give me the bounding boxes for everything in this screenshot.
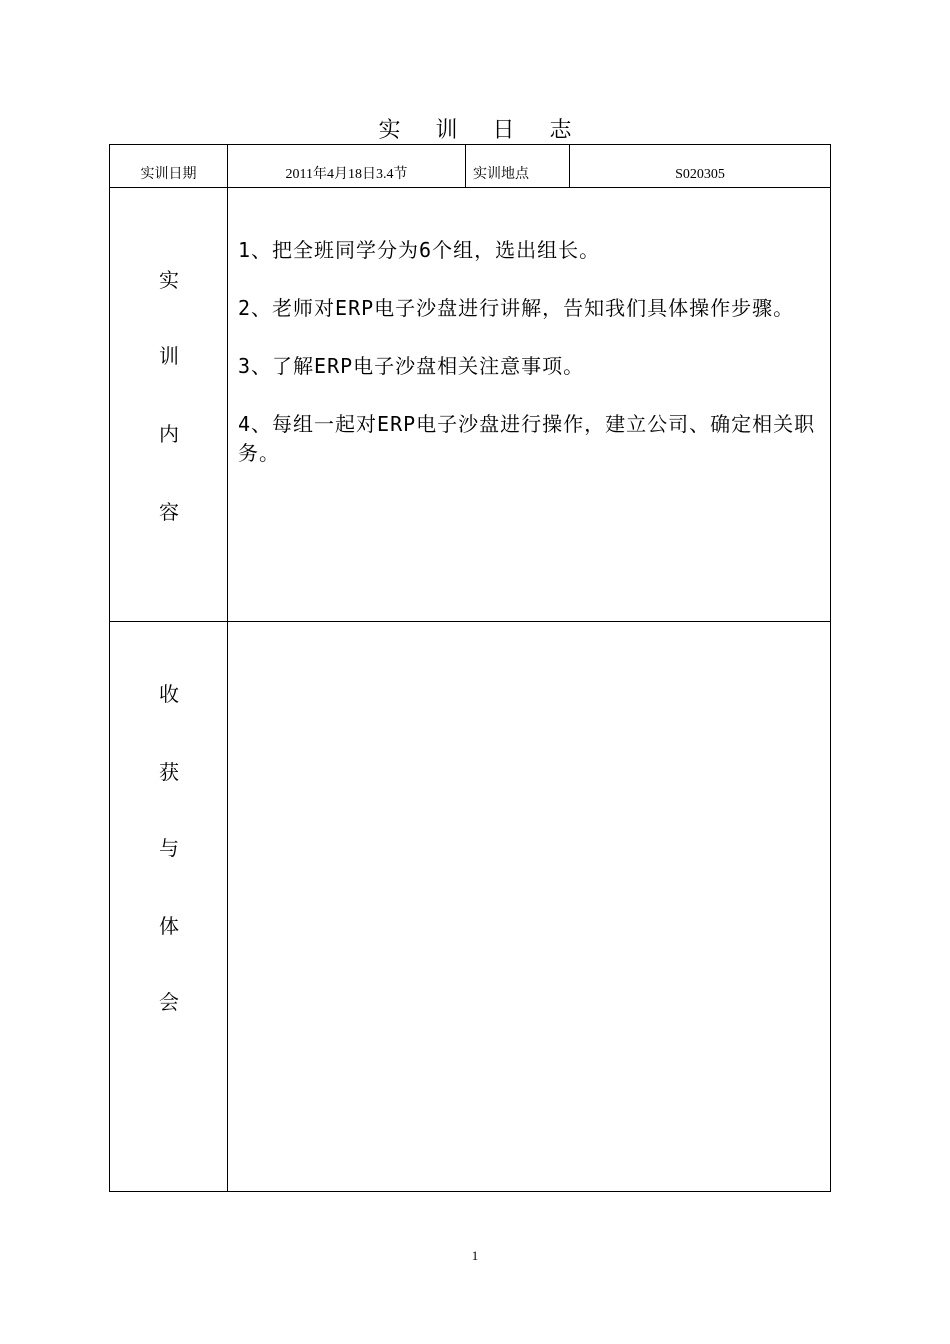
gains-row — [110, 622, 830, 1191]
content-item: 3、了解ERP电子沙盘相关注意事项。 — [238, 354, 585, 378]
training-content-label — [110, 188, 228, 621]
gains-label — [110, 622, 228, 1191]
date-label: 实训日期 — [110, 145, 228, 187]
location-value: S020305 — [675, 167, 725, 182]
label-char: 体 — [159, 914, 179, 938]
page-title: 实 训 日 志 — [378, 118, 586, 143]
label-char: 训 — [159, 344, 179, 368]
location-label: 实训地点 — [466, 145, 570, 187]
date-value: 2011年4月18日3.4节 — [228, 145, 466, 187]
content-item: 1、把全班同学分为6个组，选出组长。 — [238, 238, 601, 262]
training-content-row — [110, 188, 830, 622]
label-char: 容 — [159, 500, 179, 524]
label-char: 与 — [159, 836, 179, 860]
training-content-text — [238, 236, 828, 497]
content-item: 4、每组一起对ERP电子沙盘进行操作，建立公司、确定相关职务。 — [238, 412, 816, 465]
label-char: 实 — [159, 268, 179, 292]
header-row — [110, 145, 830, 188]
label-char: 获 — [159, 760, 179, 784]
label-char: 收 — [159, 682, 179, 706]
page-number: 1 — [471, 1248, 479, 1263]
label-char: 会 — [159, 990, 179, 1014]
label-char: 内 — [159, 422, 179, 446]
training-log-table — [109, 144, 831, 1192]
content-item: 2、老师对ERP电子沙盘进行讲解，告知我们具体操作步骤。 — [238, 296, 795, 320]
